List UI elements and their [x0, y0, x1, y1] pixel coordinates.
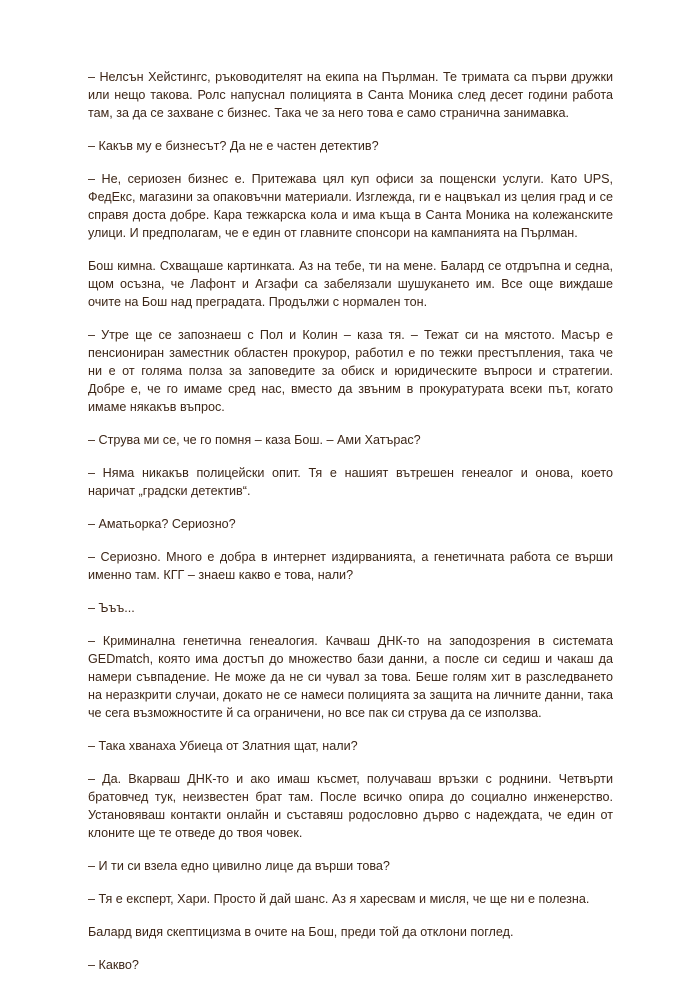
paragraph: – Аматьорка? Сериозно? [88, 517, 236, 531]
paragraph: Балард видя скептицизма в очите на Бош, преди той да отклони поглед. [88, 925, 514, 939]
paragraph: Бош кимна. Схващаше картинката. Аз на тебе, ти на мене. Балард се отдръпна и седна, щом осъзна, че Лафонт и Агзафи са забелязали шушукането им. Все още виждаше очите на Бош над преградата. Продължи с нормален тон. [88, 259, 613, 309]
paragraph: – Няма никакъв полицейски опит. Тя е нашият вътрешен генеалог и онова, което наричат „градски детектив“. [88, 466, 613, 498]
paragraph: – Какъв му е бизнесът? Да не е частен детектив? [88, 139, 379, 153]
paragraph: – Криминална генетична генеалогия. Качваш ДНК-то на заподозрения в системата GEDmatch, която има достъп до множество бази данни, а после си седиш и чакаш да намери съвпадение. Не може да не си чувал за това. Беше голям хит в разследването на неразкрити случаи, докато не се намеси полицията за защита на личните данни, така че сега възможностите й са ограничени, но все пак си струва да се използва. [88, 634, 613, 720]
paragraph: – Не, сериозен бизнес е. Притежава цял куп офиси за пощенски услуги. Като UPS, ФедЕкс, магазини за опаковъчни материали. Изглежда, ги е нацвъкал из целия град и се справя доста добре. Кара тежкарска кола и има къща в Санта Моника на колежанските улици. И предполагам, че е един от главните спонсори на кампанията на Пърлман. [88, 172, 613, 240]
paragraph: – Тя е експерт, Хари. Просто й дай шанс. Аз я харесвам и мисля, че ще ни е полезна. [88, 892, 590, 906]
paragraph: – Така хванаха Убиеца от Златния щат, нали? [88, 739, 358, 753]
document-body [88, 68, 613, 989]
paragraph: – Утре ще се запознаеш с Пол и Колин – каза тя. – Тежат си на мястото. Масър е пенсиониран заместник областен прокурор, работил е по тежки престъпления, така че ни е от голяма полза за заповедите за обиск и юридическите въпроси и стратегии. Добре е, че го имаме сред нас, вместо да звъним в прокуратурата всеки път, когато имаме някакъв въпрос. [88, 328, 613, 414]
paragraph: – Ъъъ... [88, 601, 135, 615]
paragraph: – Сериозно. Много е добра в интернет издирванията, а генетичната работа се върши именно там. КГГ – знаеш какво е това, нали? [88, 550, 613, 582]
paragraph: – Струва ми се, че го помня – каза Бош. – Ами Хатърас? [88, 433, 421, 447]
paragraph: – И ти си взела едно цивилно лице да върши това? [88, 859, 390, 873]
paragraph: – Какво? [88, 958, 139, 972]
paragraph: – Нелсън Хейстингс, ръководителят на екипа на Пърлман. Те тримата са първи дружки или нещо такова. Ролс напуснал полицията в Санта Моника след десет години работа там, за да се захване с бизнес. Така че за него това е само странична занимавка. [88, 70, 613, 120]
paragraph: – Да. Вкарваш ДНК-то и ако имаш късмет, получаваш връзки с роднини. Четвърти братовчед тук, неизвестен брат там. После всичко опира до социално инженерство. Установяваш контакти онлайн и съставяш родословно дърво с надеждата, че един от клоните ще те отведе до твоя човек. [88, 772, 613, 840]
